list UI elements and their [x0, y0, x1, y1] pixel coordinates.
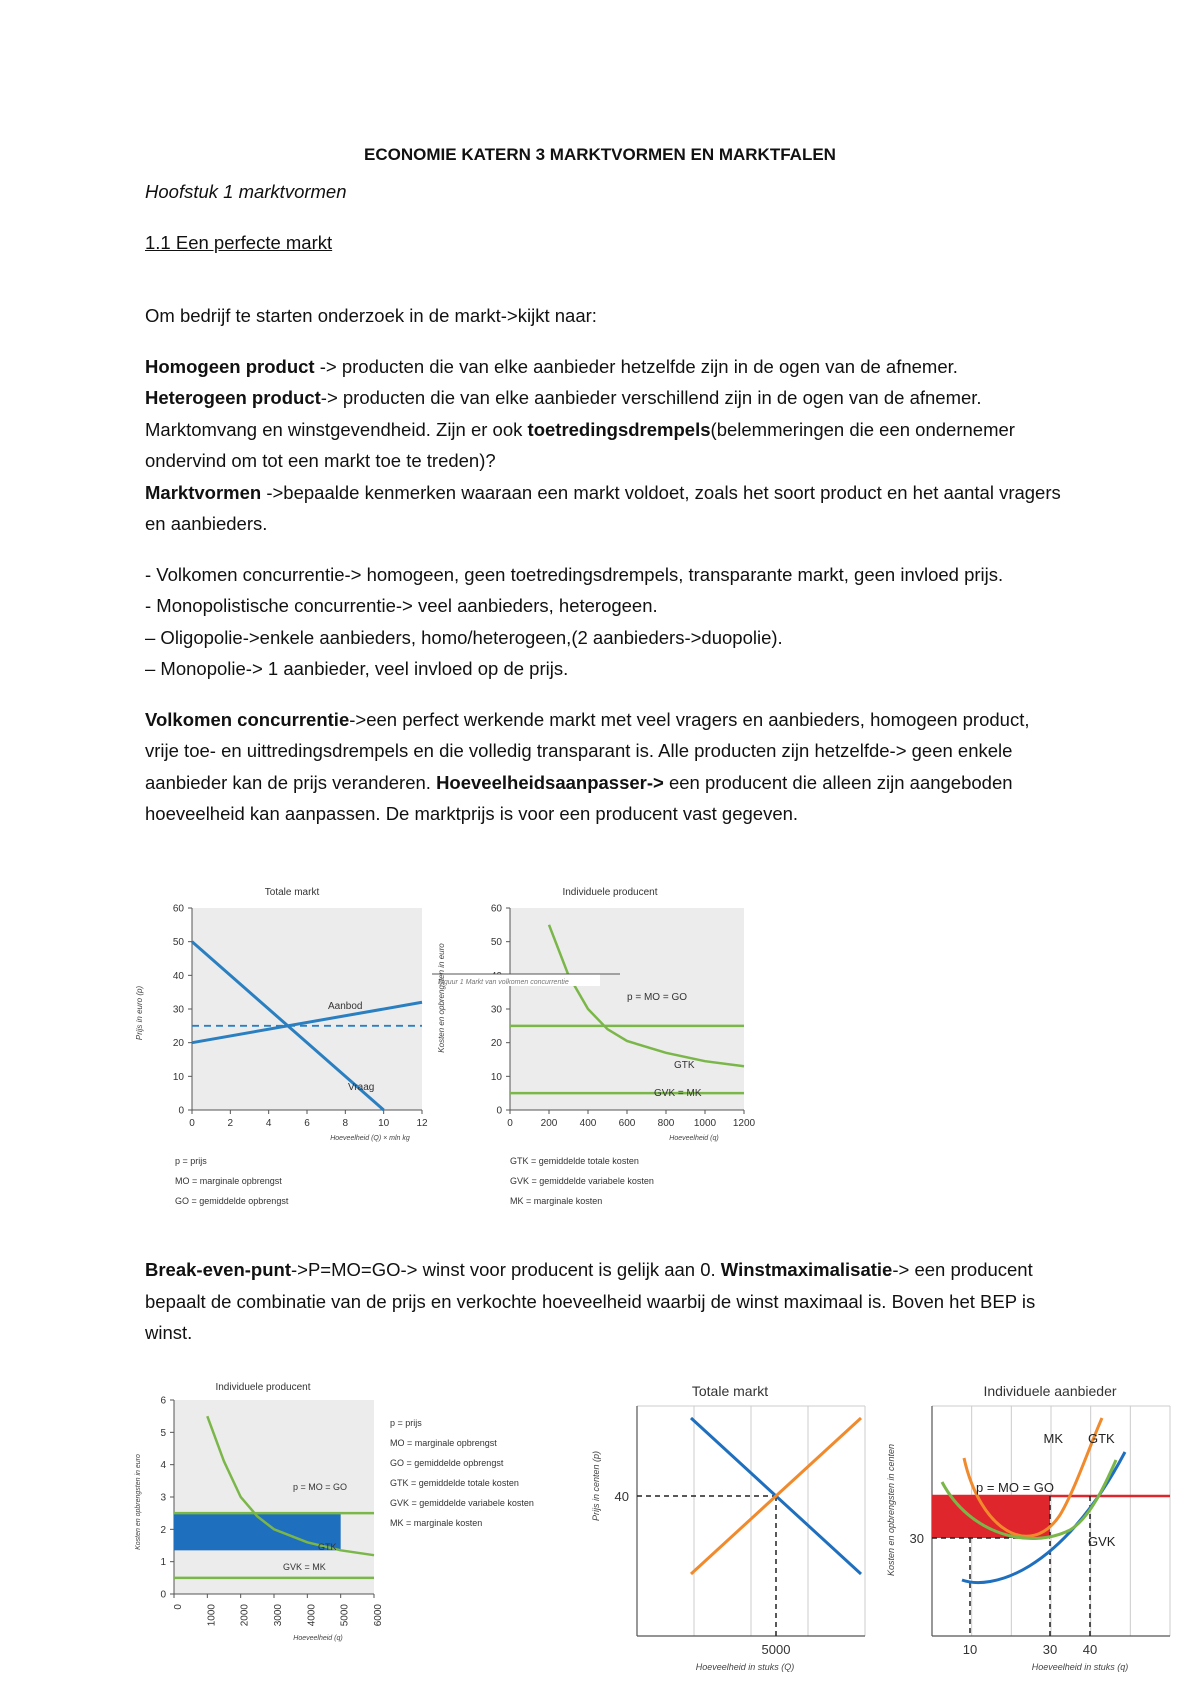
- legend-item: p = prijs: [175, 1156, 207, 1166]
- term-volkomen-concurrentie: Volkomen concurrentie: [145, 708, 350, 730]
- gvk-label: GVK: [1088, 1534, 1116, 1549]
- y-tick-label: 5: [160, 1427, 166, 1439]
- intro-line: Om bedrijf te starten onderzoek in de markt->kijkt naar:: [145, 305, 597, 326]
- section-heading: 1.1 Een perfecte markt: [145, 232, 333, 253]
- x-tick-label: 0: [189, 1118, 195, 1129]
- y-axis-label: Prijs in euro (p): [135, 985, 144, 1041]
- x-tick-label: 0: [173, 1604, 184, 1610]
- chart-totale-markt-2: [585, 1370, 875, 1680]
- gtk-label: GTK: [1088, 1431, 1115, 1446]
- y-tick-label: 30: [172, 1004, 184, 1016]
- paragraph-bep: Break-even-punt->P=MO=GO-> winst voor producent is gelijk aan 0. Winstmaximalisatie-> een producent bepaalt de combinatie van de prijs en verkochte hoeveelheid waarbij de winst maximaal is. Boven het BEP is winst.: [145, 1259, 1036, 1343]
- y-tick-label: 40: [614, 1489, 629, 1504]
- legend-item: GTK = gemiddelde totale kosten: [390, 1478, 519, 1488]
- x-tick-label: 1000: [206, 1604, 218, 1627]
- x-tick-label: 1000: [693, 1118, 717, 1129]
- x-tick-label: 5000: [761, 1642, 791, 1657]
- x-tick-label: 2000: [239, 1604, 251, 1627]
- gvk-label: GVK = MK: [654, 1088, 702, 1099]
- y-tick-label: 3: [160, 1492, 166, 1504]
- x-tick-label: 400: [579, 1118, 597, 1129]
- price-label: p = MO = GO: [293, 1482, 348, 1492]
- x-axis-label: Hoeveelheid (q): [669, 1135, 719, 1142]
- y-tick-label: 10: [172, 1071, 184, 1083]
- y-axis-label: Kosten en opbrengsten in euro: [437, 943, 446, 1053]
- term-break-even: Break-even-punt: [145, 1259, 291, 1280]
- gtk-label: GTK: [674, 1060, 695, 1071]
- x-tick-label: 6: [304, 1118, 310, 1129]
- term-homogeen: Homogeen product: [145, 355, 315, 377]
- x-tick-label: 600: [618, 1118, 636, 1129]
- x-axis-label: Hoeveelheid (q): [293, 1635, 343, 1642]
- chart-individuele-producent-1: [432, 878, 762, 1228]
- plot-area: [174, 1400, 374, 1594]
- body-text: [145, 300, 1065, 830]
- y-tick-label: 0: [178, 1105, 184, 1117]
- y-tick-label: 4: [160, 1460, 166, 1472]
- legend-item: GTK = gemiddelde totale kosten: [510, 1156, 639, 1166]
- y-axis-label: Kosten en opbrengsten in centen: [886, 1443, 896, 1577]
- x-tick-label: 1200: [732, 1118, 756, 1129]
- list-item: - Monopolistische concurrentie-> veel aanbieders, heterogeen.: [145, 595, 658, 616]
- legend-item: p = prijs: [390, 1418, 422, 1428]
- y-tick-label: 0: [496, 1105, 502, 1117]
- y-tick-label: 6: [160, 1395, 166, 1407]
- chart-individuele-aanbieder: [880, 1370, 1180, 1680]
- x-tick-label: 10: [378, 1118, 390, 1129]
- legend-item: MO = marginale opbrengst: [390, 1438, 497, 1448]
- x-tick-label: 4: [265, 1118, 272, 1129]
- y-tick-label: 1: [160, 1557, 166, 1569]
- x-axis-label: Hoeveelheid in stuks (Q): [695, 1662, 795, 1672]
- y-tick-label: 20: [490, 1038, 502, 1050]
- y-tick-label: 30: [909, 1531, 924, 1546]
- legend-item: GO = gemiddelde opbrengst: [175, 1196, 289, 1206]
- body-text-2: [145, 1254, 1065, 1349]
- legend-item: GO = gemiddelde opbrengst: [390, 1458, 504, 1468]
- x-tick-label: 30: [1042, 1642, 1058, 1657]
- legend-item: MK = marginale kosten: [510, 1196, 603, 1206]
- y-tick-label: 60: [172, 903, 184, 915]
- price-label: p = MO = GO: [975, 1480, 1055, 1495]
- x-tick-label: 8: [342, 1118, 349, 1129]
- y-tick-label: 50: [172, 937, 184, 949]
- vraag-label: Vraag: [348, 1082, 375, 1093]
- chart-title: Individuele producent: [215, 1382, 311, 1393]
- x-tick-label: 200: [540, 1118, 558, 1129]
- price-label: p = MO = GO: [627, 992, 688, 1003]
- y-tick-label: 40: [172, 970, 184, 982]
- x-tick-label: 10: [962, 1642, 978, 1657]
- gtk-label: GTK: [318, 1542, 337, 1552]
- list-item: – Oligopolie->enkele aanbieders, homo/heterogeen,(2 aanbieders->duopolie).: [145, 626, 783, 648]
- gvk-label: GVK = MK: [283, 1562, 326, 1572]
- list-item: – Monopolie-> 1 aanbieder, veel invloed op de prijs.: [145, 658, 569, 679]
- x-axis-label: Hoeveelheid in stuks (q): [1031, 1662, 1129, 1672]
- chart-title: Individuele producent: [562, 887, 658, 898]
- x-tick-label: 2: [227, 1118, 234, 1129]
- x-tick-label: 800: [657, 1118, 675, 1129]
- term-marktvormen: Marktvormen: [145, 481, 262, 503]
- term-toetredingsdrempels: toetredingsdrempels: [527, 418, 711, 440]
- x-tick-label: 12: [416, 1118, 428, 1129]
- term-heterogeen: Heterogeen product: [145, 387, 321, 408]
- chart-title: Individuele aanbieder: [983, 1383, 1117, 1399]
- term-hoeveelheidsaanpasser: Hoeveelheidsaanpasser->: [436, 771, 664, 793]
- x-tick-label: 3000: [273, 1604, 284, 1627]
- y-tick-label: 30: [490, 1004, 502, 1016]
- chapter-heading: Hoofstuk 1 marktvormen: [145, 181, 347, 202]
- chart-totale-markt-1: [130, 878, 430, 1228]
- mk-label: MK: [1043, 1431, 1063, 1446]
- list-item: - Volkomen concurrentie-> homogeen, geen toetredingsdrempels, transparante markt, geen invloed prijs.: [145, 563, 1004, 585]
- x-tick-label: 40: [1082, 1642, 1098, 1657]
- legend-item: MK = marginale kosten: [390, 1518, 483, 1528]
- page-title: ECONOMIE KATERN 3 MARKTVORMEN EN MARKTFALEN: [364, 145, 836, 164]
- plot-area: [510, 908, 744, 1110]
- x-tick-label: 4000: [306, 1604, 318, 1627]
- y-axis-label: Prijs in centen (p): [591, 1450, 601, 1522]
- y-axis-label: Kosten en opbrengsten in euro: [135, 1454, 142, 1550]
- x-tick-label: 0: [507, 1118, 513, 1129]
- x-tick-label: 6000: [373, 1604, 384, 1627]
- legend-item: GVK = gemiddelde variabele kosten: [510, 1176, 654, 1186]
- term-winstmaximalisatie: Winstmaximalisatie: [720, 1259, 893, 1280]
- y-tick-label: 50: [490, 937, 502, 949]
- chart-title: Totale markt: [264, 887, 320, 898]
- legend-item: GVK = gemiddelde variabele kosten: [390, 1498, 534, 1508]
- y-tick-label: 10: [490, 1071, 502, 1083]
- aanbod-label: Aanbod: [328, 1001, 363, 1012]
- y-tick-label: 0: [160, 1589, 166, 1601]
- y-tick-label: 60: [490, 903, 502, 915]
- y-tick-label: 20: [172, 1038, 184, 1050]
- chart-title: Totale markt: [691, 1383, 769, 1399]
- x-tick-label: 5000: [339, 1604, 351, 1627]
- x-axis-label: Hoeveelheid (Q) × mln kg: [330, 1135, 410, 1142]
- paragraph-volkomen: Volkomen concurrentie->een perfect werkende markt met veel vragers en aanbieders, homogeen product, vrije toe- en uittredingsdrempels en die volledig transparant is. Alle producten zijn hetzelfde-> geen enkele aanbieder kan de prijs veranderen. Hoeveelheidsaanpasser-> een producent die alleen zijn aangeboden hoeveelheid kan aanpassen. De marktprijs is voor een producent vast gegeven.: [145, 708, 1030, 824]
- paragraph-definitions: Homogeen product -> producten die van elke aanbieder hetzelfde zijn in de ogen van de afnemer. Heterogeen product-> producten die van elke aanbieder verschillend zijn in de ogen van de afnemer. Marktomvang en winstgevendheid. Zijn er ook toetredingsdrempels(belemmeringen die een ondernemer ondervind om tot een markt toe te treden)? Marktvormen ->bepaalde kenmerken waaraan een markt voldoet, zoals het soort product en het aantal vragers en aanbieders.: [145, 355, 1061, 534]
- legend-item: MO = marginale opbrengst: [175, 1176, 282, 1186]
- figure-caption: Figuur 1 Markt van volkomen concurrentie: [438, 979, 569, 986]
- y-tick-label: 2: [160, 1524, 166, 1536]
- chart-individuele-producent-2: [128, 1362, 548, 1662]
